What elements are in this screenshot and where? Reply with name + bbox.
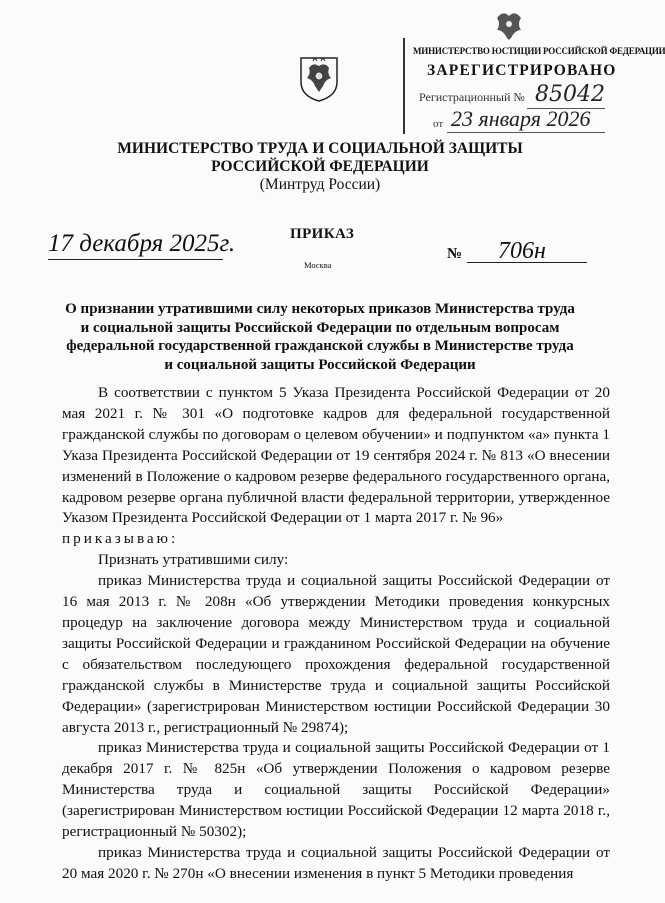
document-body [62,383,610,885]
city: Москва [304,260,332,270]
stamp-number: 85042 [535,82,605,107]
stamp-emblem-icon [489,8,529,40]
paragraph-preamble: В соответствии с пунктом 5 Указа Президента Российской Федерации от 20 мая 2021 г. № 301 «О подготовке кадров для федеральной государственной гражданской службы по договорам о целевом обучении» и подпунктом «а» пункта 1 Указа Президента Российской Федерации от 19 сентября 2024 г. № 813 «О внесении изменений в Положение о кадровом резерве федерального государственного органа, кадровом резерве органа публичной власти федеральной территории, утвержденное Указом Президента Российской Федерации от 1 марта 2017 г. № 96» [62,384,610,527]
stamp-registered: ЗАРЕГИСТРИРОВАНО [427,62,617,79]
ministry-name-line2: РОССИЙСКОЙ ФЕДЕРАЦИИ [211,158,429,175]
stamp-date-prefix: от [433,118,444,130]
stamp-number-label: Регистрационный № [419,90,525,104]
paragraph-order-270n: приказ Министерства труда и социальной защиты Российской Федерации от 20 мая 2020 г. № 270н «О внесении изменения в пункт 5 Методики проведения [62,843,610,882]
ministry-short-name: (Минтруд России) [259,176,381,193]
handwritten-date: 17 декабря 2025г. [48,230,236,257]
prikazyvayu: приказываю: [62,530,179,548]
ministry-name-line1: МИНИСТЕРСТВО ТРУДА И СОЦИАЛЬНОЙ ЗАЩИТЫ [117,140,523,157]
title-line-2: и социальной защиты Российской Федерации по отдельным вопросам [80,319,560,336]
stamp-date-line [447,132,605,133]
date-line [48,259,223,260]
paragraph-order-208n: приказ Министерства труда и социальной защиты Российской Федерации от 16 мая 2013 г. № 208н «Об утверждении Методики проведения конкурсных процедур на заключение договора между Министерством труда и социальной защиты Российской Федерации и гражданином Российской Федерации на обучение с обязательством последующего прохождения федеральной государственной гражданской службы в Министерстве труда и социальной защиты Российской Федерации» (зарегистрирован Министерством юстиции Российской Федерации 30 августа 2013 г., регистрационный № 29874); [62,572,610,736]
title-line-3: федеральной государственной гражданской службы в Министерстве труда [66,338,574,354]
title-line-4: и социальной защиты Российской Федерации [164,356,476,373]
handwritten-number: 706н [498,238,546,264]
number-line [467,262,587,263]
stamp-date: 23 января 2026 [451,106,591,131]
document-type: ПРИКАЗ [290,226,355,242]
state-emblem-icon [297,52,341,102]
number-label: № [447,246,463,262]
registration-stamp [403,38,665,134]
paragraph-order-825n: приказ Министерства труда и социальной защиты Российской Федерации от 1 декабря 2017 г. № 825н «Об утверждении Положения о кадровом резерве Министерства труда и социальной защиты Российской Федерации» (зарегистрирован Министерством юстиции Российской Федерации 12 марта 2018 г., регистрационный № 50302); [62,739,610,841]
title-line-1: О признании утратившими силу некоторых приказов Министерства труда [65,301,575,317]
paragraph-declare: Признать утратившими силу: [98,551,289,569]
stamp-ministry: МИНИСТЕРСТВО ЮСТИЦИИ РОССИЙСКОЙ ФЕДЕРАЦИИ [413,46,665,56]
